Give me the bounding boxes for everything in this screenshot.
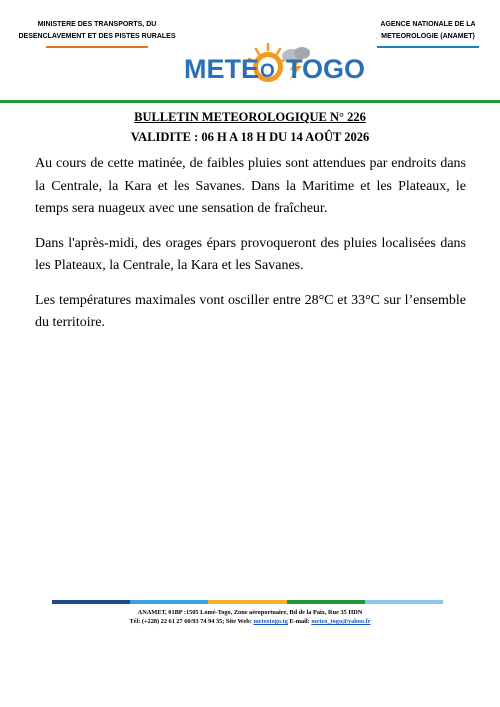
bulletin-body bbox=[35, 153, 466, 347]
logo-text-togo: TOGO bbox=[286, 54, 366, 84]
header-divider bbox=[0, 100, 500, 103]
paragraph-afternoon: Dans l'après-midi, des orages épars provoqueront des pluies localisées dans les Plateaux, la Centrale, la Kara et les Savanes. bbox=[35, 235, 466, 273]
ministry-line-2: DESENCLAVEMENT ET DES PISTES RURALES bbox=[18, 33, 176, 40]
website-link[interactable]: meteotogo.tg bbox=[253, 618, 288, 625]
bulletin-title: BULLETIN METEOROLOGIQUE N° 226 bbox=[134, 110, 366, 124]
meteotogo-logo bbox=[176, 40, 376, 90]
agency-line-1: AGENCE NATIONALE DE LA bbox=[380, 21, 476, 28]
logo-text-mete: METE bbox=[184, 54, 260, 84]
agency-header bbox=[362, 19, 494, 48]
ministry-line-1: MINISTERE DES TRANSPORTS, DU bbox=[37, 21, 157, 28]
paragraph-temperatures: Les températures maximales vont osciller entre 28°C et 33°C sur l’ensemble du territoire. bbox=[35, 292, 466, 330]
footer-email-label: E-mail: bbox=[287, 618, 312, 625]
footer-color-band bbox=[52, 600, 443, 604]
agency-underline bbox=[377, 46, 479, 48]
agency-line-2: METEOROLOGIE (ANAMET) bbox=[381, 33, 475, 40]
footer-contact bbox=[0, 617, 500, 627]
bulletin-validity: VALIDITE : 06 H A 18 H DU 14 AOÛT 2026 bbox=[130, 130, 370, 144]
ministry-underline bbox=[46, 46, 148, 48]
logo-text-o: O bbox=[260, 61, 275, 82]
paragraph-morning: Au cours de cette matinée, de faibles pluies sont attendues par endroits dans la Centrale, la Kara et les Savanes. Dans la Maritime et les Plateaux, le temps sera nuageux avec une sensation de fraîcheur. bbox=[35, 156, 466, 216]
ministry-header bbox=[8, 19, 186, 48]
email-link[interactable]: meteo_togo@yahoo.fr bbox=[311, 618, 371, 625]
footer-address: ANAMET, 01BP :1505 Lomé-Togo, Zone aéroportuaire, Bd de la Paix, Rue 35 HDN bbox=[137, 609, 363, 616]
footer-tel: Tél: (+228) 22 61 27 60/93 74 94 35; Site Web: bbox=[129, 618, 254, 625]
